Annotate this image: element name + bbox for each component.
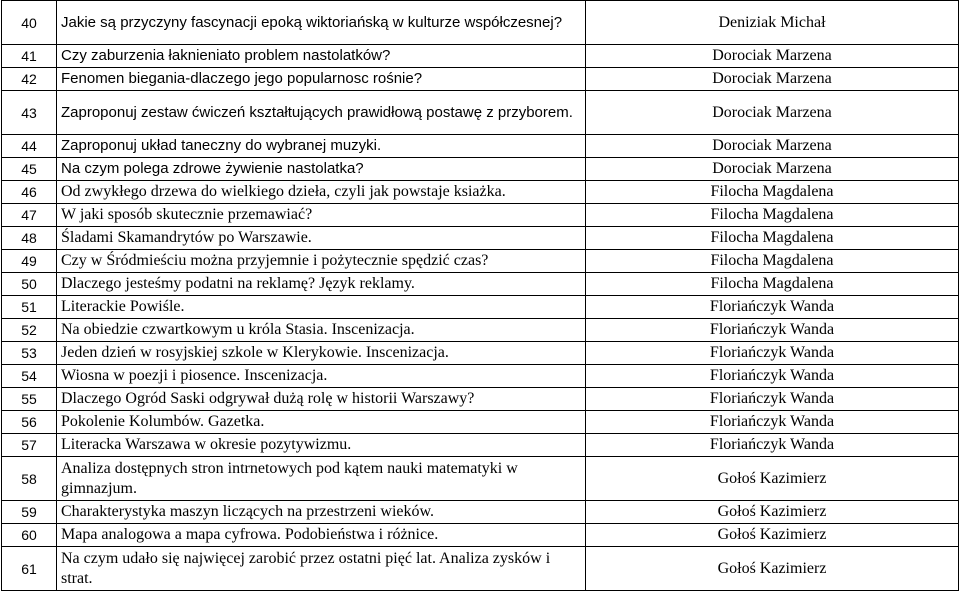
topic-supervisor: Floriańczyk Wanda (586, 411, 959, 434)
topic-supervisor: Floriańczyk Wanda (586, 342, 959, 365)
table-row (2, 181, 959, 204)
topic-title: Śladami Skamandrytów po Warszawie. (57, 227, 586, 250)
topics-table (1, 0, 959, 591)
topic-title: Jeden dzień w rosyjskiej szkole w Klerykowie. Inscenizacja. (57, 342, 586, 365)
topic-number: 40 (2, 1, 57, 45)
table-row (2, 319, 959, 342)
topic-number: 42 (2, 68, 57, 91)
topic-supervisor: Floriańczyk Wanda (586, 388, 959, 411)
topic-title: Czy zaburzenia łaknieniato problem nastolatków? (57, 45, 586, 68)
table-row (2, 296, 959, 319)
topic-supervisor: Floriańczyk Wanda (586, 296, 959, 319)
topic-title: Pokolenie Kolumbów. Gazetka. (57, 411, 586, 434)
topic-title: Analiza dostępnych stron intrnetowych pod kątem nauki matematyki w gimnazjum. (57, 457, 586, 501)
topic-number: 51 (2, 296, 57, 319)
topic-supervisor: Floriańczyk Wanda (586, 434, 959, 457)
topic-supervisor: Floriańczyk Wanda (586, 319, 959, 342)
topic-number: 57 (2, 434, 57, 457)
topics-table-body (2, 1, 959, 591)
topic-supervisor: Dorociak Marzena (586, 91, 959, 135)
topic-title: W jaki sposób skutecznie przemawiać? (57, 204, 586, 227)
topic-title: Od zwykłego drzewa do wielkiego dzieła, czyli jak powstaje ksiażka. (57, 181, 586, 204)
topic-supervisor: Gołoś Kazimierz (586, 457, 959, 501)
topic-number: 54 (2, 365, 57, 388)
topic-number: 61 (2, 547, 57, 591)
topic-title: Literacka Warszawa w okresie pozytywizmu. (57, 434, 586, 457)
topic-number: 41 (2, 45, 57, 68)
topic-supervisor: Deniziak Michał (586, 1, 959, 45)
table-row (2, 388, 959, 411)
topic-supervisor: Dorociak Marzena (586, 45, 959, 68)
table-row (2, 91, 959, 135)
topic-number: 52 (2, 319, 57, 342)
table-row (2, 158, 959, 181)
topic-number: 48 (2, 227, 57, 250)
topic-title: Jakie są przyczyny fascynacji epoką wiktoriańską w kulturze współczesnej? (57, 1, 586, 45)
topic-supervisor: Floriańczyk Wanda (586, 365, 959, 388)
topic-title: Wiosna w poezji i piosence. Inscenizacja. (57, 365, 586, 388)
table-row (2, 411, 959, 434)
table-row (2, 524, 959, 547)
topic-supervisor: Dorociak Marzena (586, 135, 959, 158)
topic-number: 60 (2, 524, 57, 547)
table-row (2, 204, 959, 227)
topic-number: 59 (2, 501, 57, 524)
table-row (2, 1, 959, 45)
topic-number: 43 (2, 91, 57, 135)
table-row (2, 273, 959, 296)
topic-number: 44 (2, 135, 57, 158)
topic-number: 58 (2, 457, 57, 501)
table-row (2, 547, 959, 591)
topic-title: Dlaczego jesteśmy podatni na reklamę? Język reklamy. (57, 273, 586, 296)
topic-number: 55 (2, 388, 57, 411)
topic-title: Na czym udało się najwięcej zarobić przez ostatni pięć lat. Analiza zysków i strat. (57, 547, 586, 591)
topic-number: 53 (2, 342, 57, 365)
table-row (2, 457, 959, 501)
topic-supervisor: Gołoś Kazimierz (586, 524, 959, 547)
topic-supervisor: Filocha Magdalena (586, 227, 959, 250)
topic-number: 49 (2, 250, 57, 273)
topic-title: Zaproponuj zestaw ćwiczeń kształtujących prawidłową postawę z przyborem. (57, 91, 586, 135)
topic-supervisor: Filocha Magdalena (586, 181, 959, 204)
topic-supervisor: Filocha Magdalena (586, 250, 959, 273)
table-row (2, 250, 959, 273)
topic-number: 46 (2, 181, 57, 204)
topic-title: Mapa analogowa a mapa cyfrowa. Podobieństwa i różnice. (57, 524, 586, 547)
topic-title: Fenomen biegania-dlaczego jego popularnosc rośnie? (57, 68, 586, 91)
table-row (2, 227, 959, 250)
table-row (2, 45, 959, 68)
topic-title: Czy w Śródmieściu można przyjemnie i pożytecznie spędzić czas? (57, 250, 586, 273)
topic-number: 45 (2, 158, 57, 181)
topic-title: Charakterystyka maszyn liczących na przestrzeni wieków. (57, 501, 586, 524)
topic-title: Na czym polega zdrowe żywienie nastolatka? (57, 158, 586, 181)
topic-supervisor: Dorociak Marzena (586, 158, 959, 181)
topic-supervisor: Gołoś Kazimierz (586, 547, 959, 591)
topic-title: Na obiedzie czwartkowym u króla Stasia. Inscenizacja. (57, 319, 586, 342)
table-row (2, 342, 959, 365)
table-row (2, 434, 959, 457)
table-row (2, 365, 959, 388)
topic-number: 47 (2, 204, 57, 227)
topic-title: Dlaczego Ogród Saski odgrywał dużą rolę w historii Warszawy? (57, 388, 586, 411)
topic-number: 50 (2, 273, 57, 296)
topic-supervisor: Filocha Magdalena (586, 273, 959, 296)
table-row (2, 501, 959, 524)
topic-number: 56 (2, 411, 57, 434)
topic-title: Literackie Powiśle. (57, 296, 586, 319)
topic-supervisor: Dorociak Marzena (586, 68, 959, 91)
topic-title: Zaproponuj układ taneczny do wybranej muzyki. (57, 135, 586, 158)
table-row (2, 135, 959, 158)
table-row (2, 68, 959, 91)
topic-supervisor: Filocha Magdalena (586, 204, 959, 227)
topic-supervisor: Gołoś Kazimierz (586, 501, 959, 524)
